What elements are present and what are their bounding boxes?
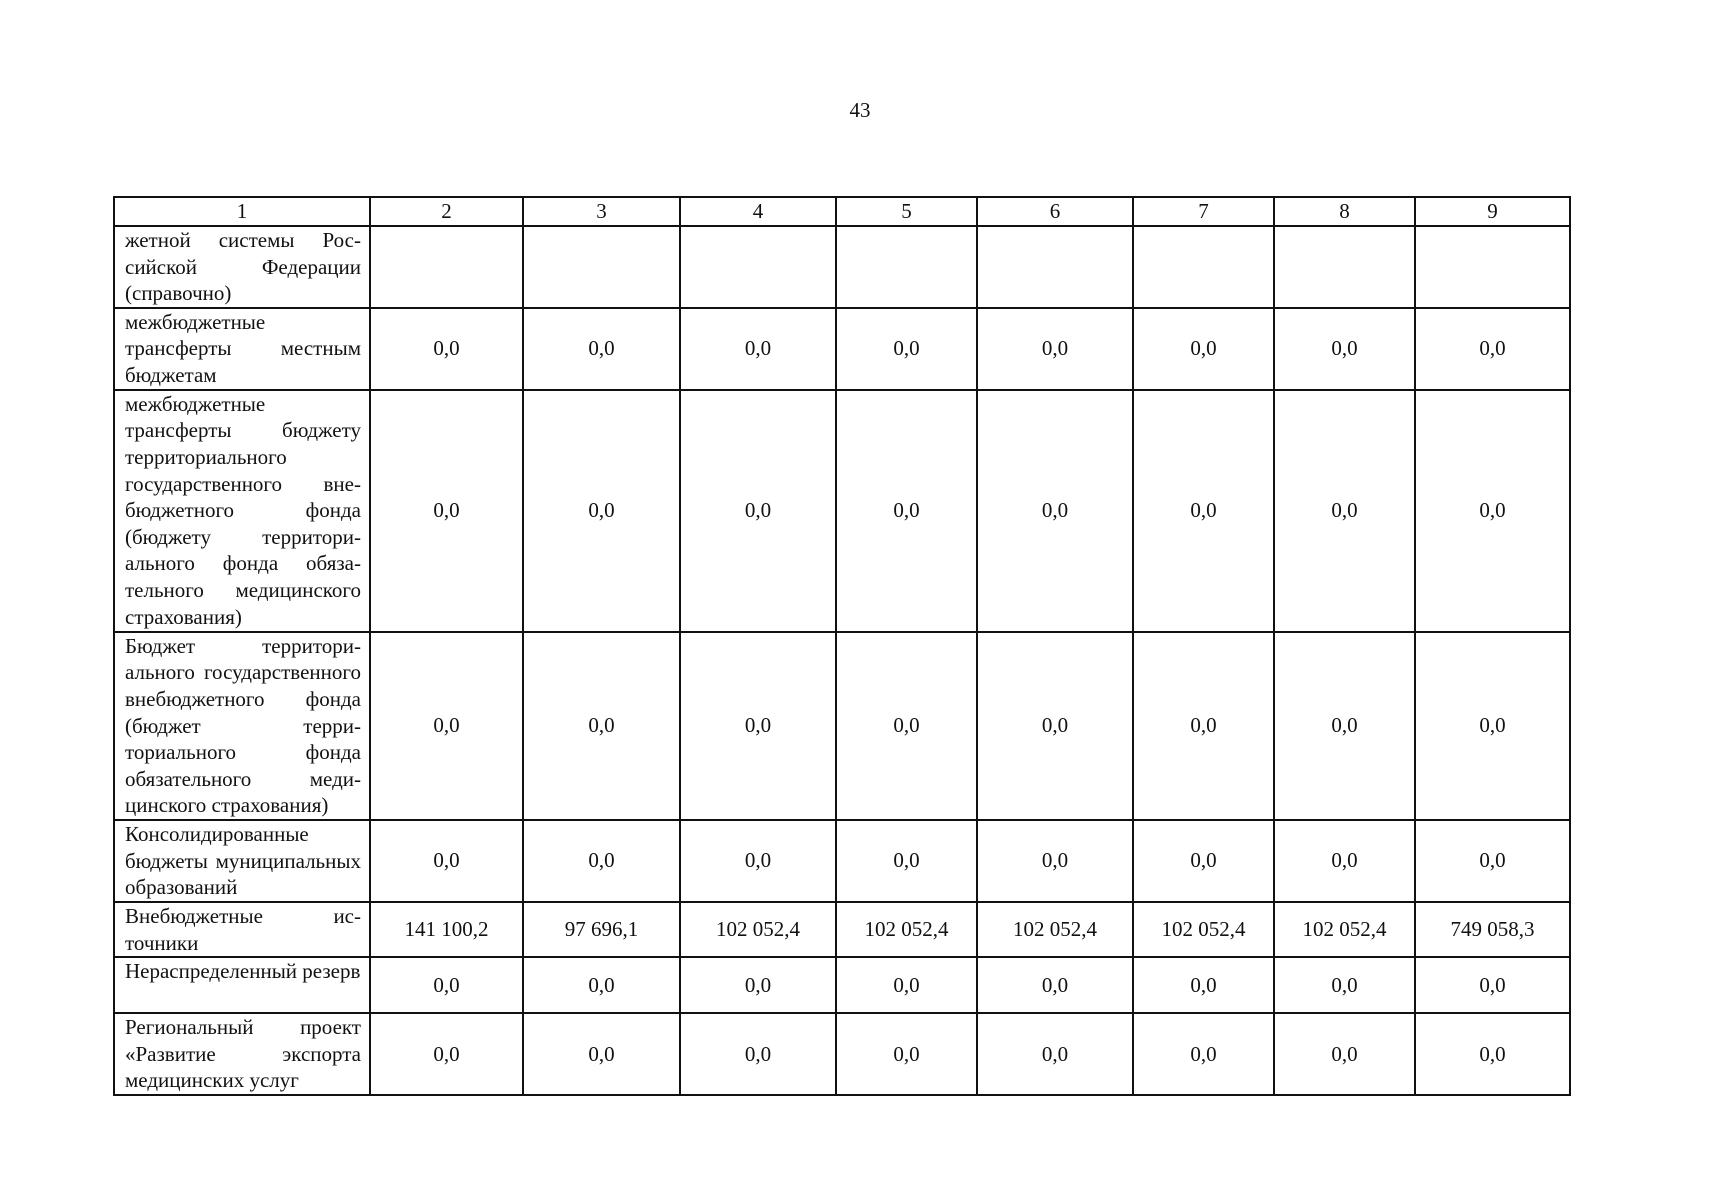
row-label: Бюджет территориального государственного внебюджетного фонда (бюджет территориального фонда обязательного медицинского страхования) xyxy=(114,632,370,820)
value-cell xyxy=(370,226,523,308)
value-cell: 0,0 xyxy=(1133,632,1274,820)
table-row xyxy=(114,632,1570,820)
column-header: 4 xyxy=(680,197,836,226)
value-cell xyxy=(1415,226,1570,308)
value-cell: 0,0 xyxy=(370,1013,523,1095)
row-label: Внебюджетные источники xyxy=(114,902,370,957)
value-cell: 0,0 xyxy=(1133,390,1274,632)
column-header: 1 xyxy=(114,197,370,226)
value-cell: 0,0 xyxy=(1274,390,1415,632)
value-cell: 0,0 xyxy=(977,308,1133,390)
column-header: 5 xyxy=(836,197,977,226)
table-row xyxy=(114,957,1570,1013)
value-cell: 0,0 xyxy=(977,632,1133,820)
table-row xyxy=(114,902,1570,957)
value-cell: 102 052,4 xyxy=(836,902,977,957)
budget-table xyxy=(113,196,1571,1096)
table-row xyxy=(114,226,1570,308)
row-label: Консолидированные бюджеты муниципальных образований xyxy=(114,820,370,902)
value-cell: 102 052,4 xyxy=(1274,902,1415,957)
value-cell: 0,0 xyxy=(836,957,977,1013)
value-cell: 0,0 xyxy=(680,390,836,632)
value-cell: 0,0 xyxy=(370,308,523,390)
value-cell: 749 058,3 xyxy=(1415,902,1570,957)
value-cell: 0,0 xyxy=(1274,308,1415,390)
value-cell: 0,0 xyxy=(1133,957,1274,1013)
table-row xyxy=(114,308,1570,390)
table-row xyxy=(114,1013,1570,1095)
value-cell: 0,0 xyxy=(836,820,977,902)
value-cell: 141 100,2 xyxy=(370,902,523,957)
value-cell xyxy=(680,226,836,308)
value-cell: 0,0 xyxy=(523,957,680,1013)
value-cell xyxy=(523,226,680,308)
value-cell: 0,0 xyxy=(1274,820,1415,902)
value-cell: 0,0 xyxy=(1274,957,1415,1013)
value-cell: 102 052,4 xyxy=(680,902,836,957)
value-cell: 0,0 xyxy=(1415,308,1570,390)
value-cell: 0,0 xyxy=(523,390,680,632)
value-cell xyxy=(1133,226,1274,308)
value-cell: 0,0 xyxy=(1274,632,1415,820)
column-header: 3 xyxy=(523,197,680,226)
row-label: межбюджетные трансферты местным бюджетам xyxy=(114,308,370,390)
value-cell: 0,0 xyxy=(1415,820,1570,902)
value-cell: 0,0 xyxy=(370,820,523,902)
value-cell xyxy=(977,226,1133,308)
table-row xyxy=(114,390,1570,632)
value-cell: 102 052,4 xyxy=(1133,902,1274,957)
value-cell: 0,0 xyxy=(1415,1013,1570,1095)
table-row xyxy=(114,820,1570,902)
value-cell: 0,0 xyxy=(1274,1013,1415,1095)
value-cell: 102 052,4 xyxy=(977,902,1133,957)
value-cell: 0,0 xyxy=(836,390,977,632)
column-header: 9 xyxy=(1415,197,1570,226)
value-cell: 0,0 xyxy=(1415,632,1570,820)
row-label: Региональный проект «Развитие экспорта медицинских услуг xyxy=(114,1013,370,1095)
column-header: 8 xyxy=(1274,197,1415,226)
column-header: 7 xyxy=(1133,197,1274,226)
value-cell: 0,0 xyxy=(680,820,836,902)
value-cell: 0,0 xyxy=(1415,957,1570,1013)
value-cell: 0,0 xyxy=(523,632,680,820)
value-cell: 0,0 xyxy=(523,1013,680,1095)
value-cell xyxy=(1274,226,1415,308)
value-cell xyxy=(836,226,977,308)
value-cell: 0,0 xyxy=(523,820,680,902)
value-cell: 0,0 xyxy=(523,308,680,390)
value-cell: 0,0 xyxy=(370,390,523,632)
value-cell: 0,0 xyxy=(1133,308,1274,390)
value-cell: 0,0 xyxy=(680,308,836,390)
value-cell: 0,0 xyxy=(680,632,836,820)
value-cell: 0,0 xyxy=(1415,390,1570,632)
row-label: жетной системы Российской Федерации (справочно) xyxy=(114,226,370,308)
value-cell: 0,0 xyxy=(1133,1013,1274,1095)
value-cell: 0,0 xyxy=(836,308,977,390)
value-cell: 0,0 xyxy=(680,957,836,1013)
column-number-row xyxy=(114,197,1570,226)
value-cell: 0,0 xyxy=(370,632,523,820)
value-cell: 0,0 xyxy=(370,957,523,1013)
value-cell: 0,0 xyxy=(977,1013,1133,1095)
value-cell: 0,0 xyxy=(680,1013,836,1095)
value-cell: 0,0 xyxy=(977,820,1133,902)
value-cell: 0,0 xyxy=(977,957,1133,1013)
page-number: 43 xyxy=(849,98,871,122)
row-label: Нераспределенный резерв xyxy=(114,957,370,1013)
value-cell: 0,0 xyxy=(977,390,1133,632)
value-cell: 0,0 xyxy=(836,1013,977,1095)
column-header: 6 xyxy=(977,197,1133,226)
row-label: межбюджетные трансферты бюджету территориального государственного внебюджетного фонда (бюджету территориального фонда обязательного медицинского страхования) xyxy=(114,390,370,632)
value-cell: 0,0 xyxy=(836,632,977,820)
value-cell: 97 696,1 xyxy=(523,902,680,957)
column-header: 2 xyxy=(370,197,523,226)
value-cell: 0,0 xyxy=(1133,820,1274,902)
